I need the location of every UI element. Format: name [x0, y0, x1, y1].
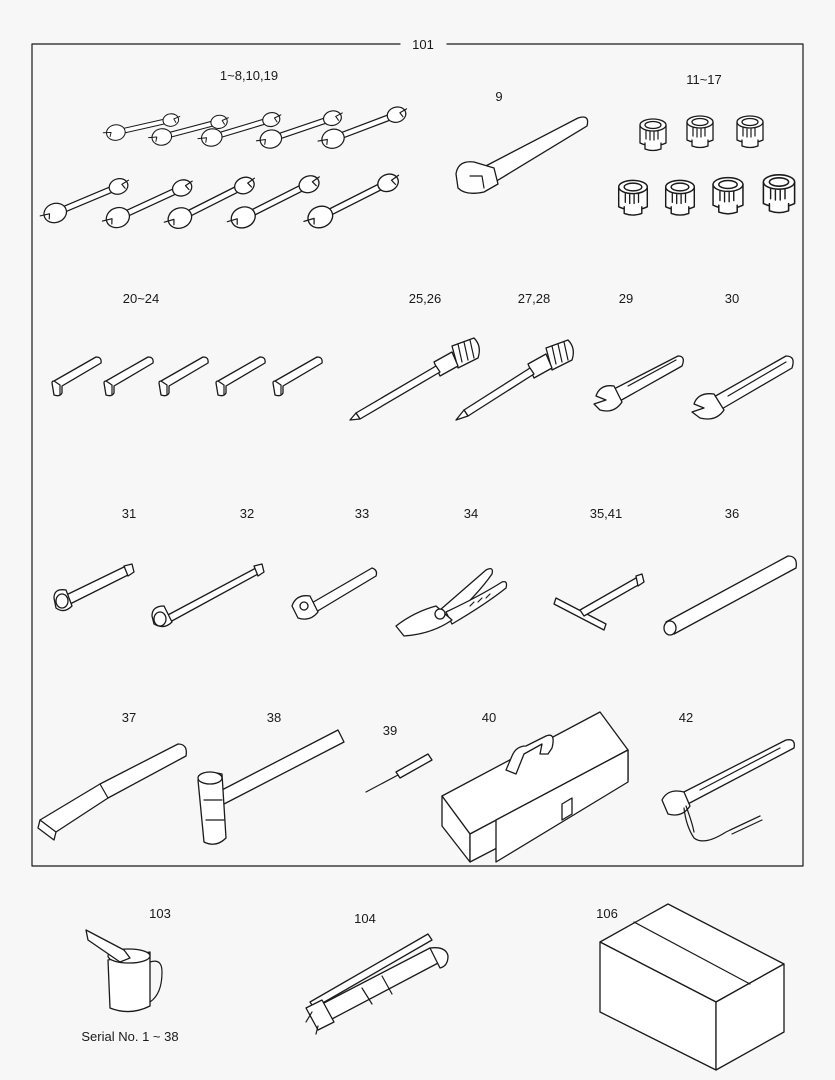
adjustable-wrench-30-illustration — [692, 356, 793, 419]
adjustable-wrench-29-illustration — [594, 356, 683, 411]
rod-illustration — [664, 556, 796, 635]
toolbox-illustration — [442, 712, 628, 862]
hammer-illustration — [198, 730, 344, 844]
socket-set-illustration — [619, 116, 795, 215]
label-wrenches: 1~8,10,19 — [219, 68, 279, 83]
extension-bar-32-illustration — [152, 564, 264, 627]
label-oilcan: 103 — [149, 906, 171, 921]
label-rod: 36 — [724, 506, 740, 521]
label-screwdriver1: 25,26 — [408, 291, 442, 306]
label-wrench9: 9 — [495, 89, 503, 104]
label-box: 106 — [596, 906, 618, 921]
label-hexkeys: 20~24 — [122, 291, 160, 306]
packing-box-illustration — [600, 904, 784, 1070]
label-ext1: 31 — [121, 506, 137, 521]
label-screwdriver2: 27,28 — [517, 291, 551, 306]
strap-wrench-illustration — [662, 740, 794, 841]
kit-frame — [32, 44, 803, 866]
ratchet-handle-illustration — [292, 568, 377, 619]
pliers-illustration — [396, 569, 507, 636]
label-adj2: 30 — [724, 291, 740, 306]
extension-bar-31-illustration — [54, 564, 134, 611]
serial-footnote: Serial No. 1 ~ 38 — [81, 1029, 179, 1044]
kit-label: 101 — [412, 37, 434, 52]
label-tbar: 35,41 — [589, 506, 623, 521]
label-smallsd: 39 — [382, 723, 398, 738]
label-pliers: 34 — [463, 506, 479, 521]
grease-gun-illustration — [306, 934, 448, 1034]
label-hammer: 38 — [266, 710, 282, 725]
wrench-9-illustration — [456, 117, 588, 193]
t-bar-wrench-illustration — [554, 574, 644, 630]
screwdriver-phillips-illustration — [350, 338, 479, 420]
label-greasegun: 104 — [354, 911, 376, 926]
label-adj1: 29 — [618, 291, 634, 306]
pry-bar-illustration — [38, 744, 186, 840]
hex-key-set-illustration — [52, 357, 322, 396]
label-pry: 37 — [121, 710, 137, 725]
label-ratchet: 33 — [354, 506, 370, 521]
label-ext2: 32 — [239, 506, 255, 521]
oil-can-illustration — [86, 930, 162, 1012]
label-toolbox: 40 — [481, 710, 497, 725]
label-strapwrench: 42 — [678, 710, 694, 725]
wrench-set-illustration — [37, 104, 412, 233]
small-screwdriver-illustration — [366, 754, 432, 792]
label-sockets: 11~17 — [686, 72, 722, 87]
